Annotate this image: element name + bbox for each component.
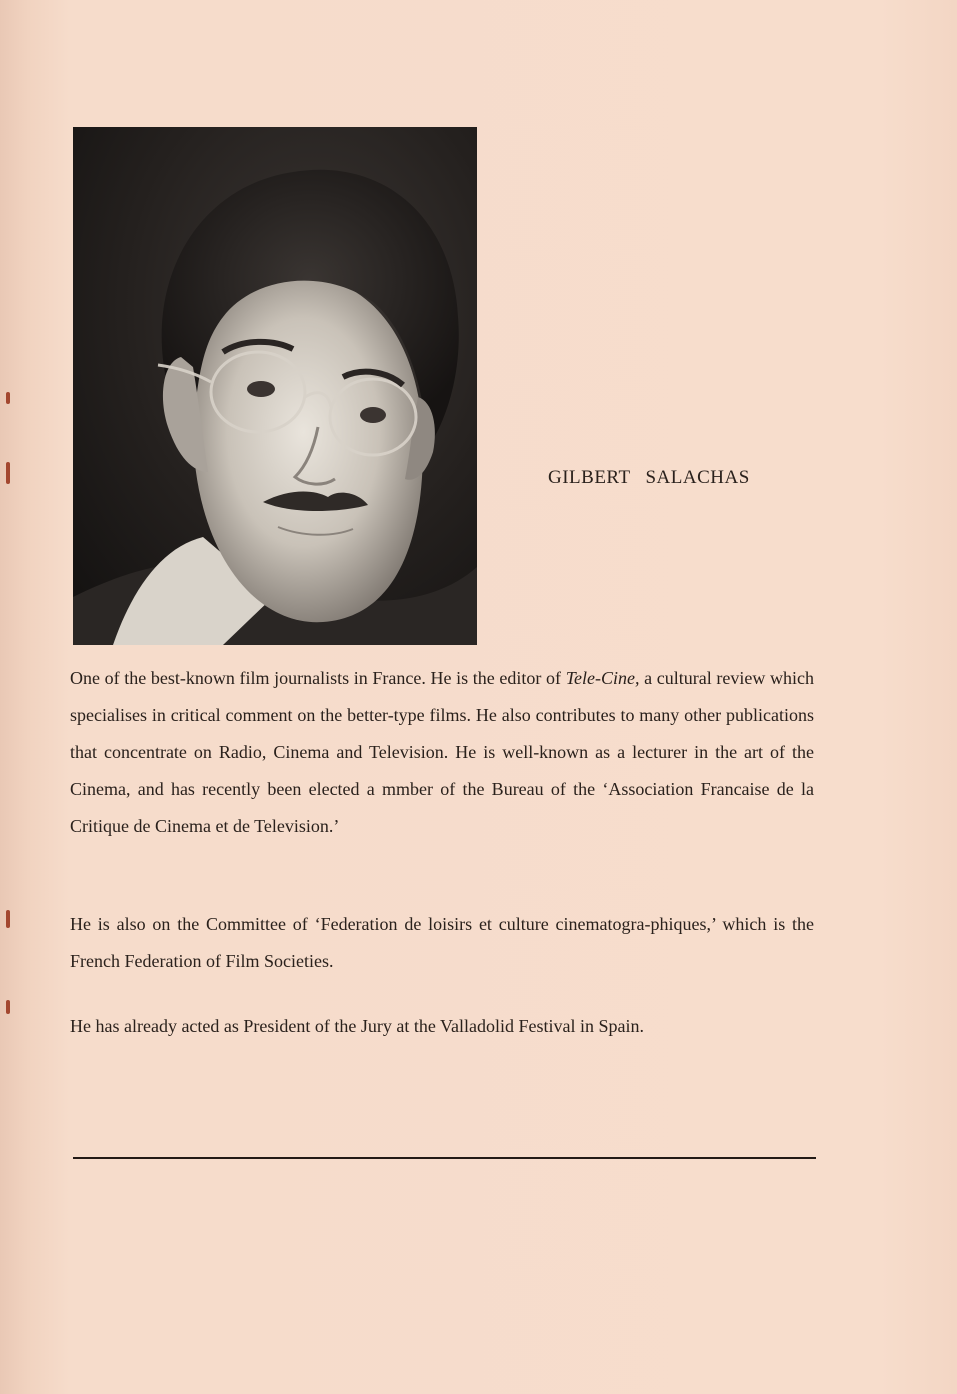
spine-mark (6, 910, 10, 928)
bio-text: One of the best-known film journalists in France. He is the editor of (70, 668, 566, 688)
bio-paragraph (70, 660, 814, 845)
bio-paragraph: He has already acted as President of the Jury at the Valladolid Festival in Spain. (70, 1016, 645, 1036)
spine-mark (6, 392, 10, 404)
publication-title: Tele-Cine, (565, 668, 640, 688)
spine-mark (6, 462, 10, 484)
bio-paragraph: He is also on the Committee of ‘Federation de loisirs et culture cinematogra-phiques,’ which is the French Federation of Film Societies. (70, 914, 814, 971)
person-name: GILBERT SALACHAS (548, 467, 750, 488)
divider-rule (73, 1157, 816, 1159)
bio-text: a cultural review which specialises in critical comment on the better-type films. He also contributes to many other publications that concentrate on Radio, Cinema and Television. He is well-known as a lecturer in the art of the Cinema, and has recently been elected a mmber of the Bureau of the ‘Association Francaise de la Critique de Cinema et de Television.’ (70, 668, 814, 836)
spine-mark (6, 1000, 10, 1014)
portrait-photo (73, 127, 477, 645)
